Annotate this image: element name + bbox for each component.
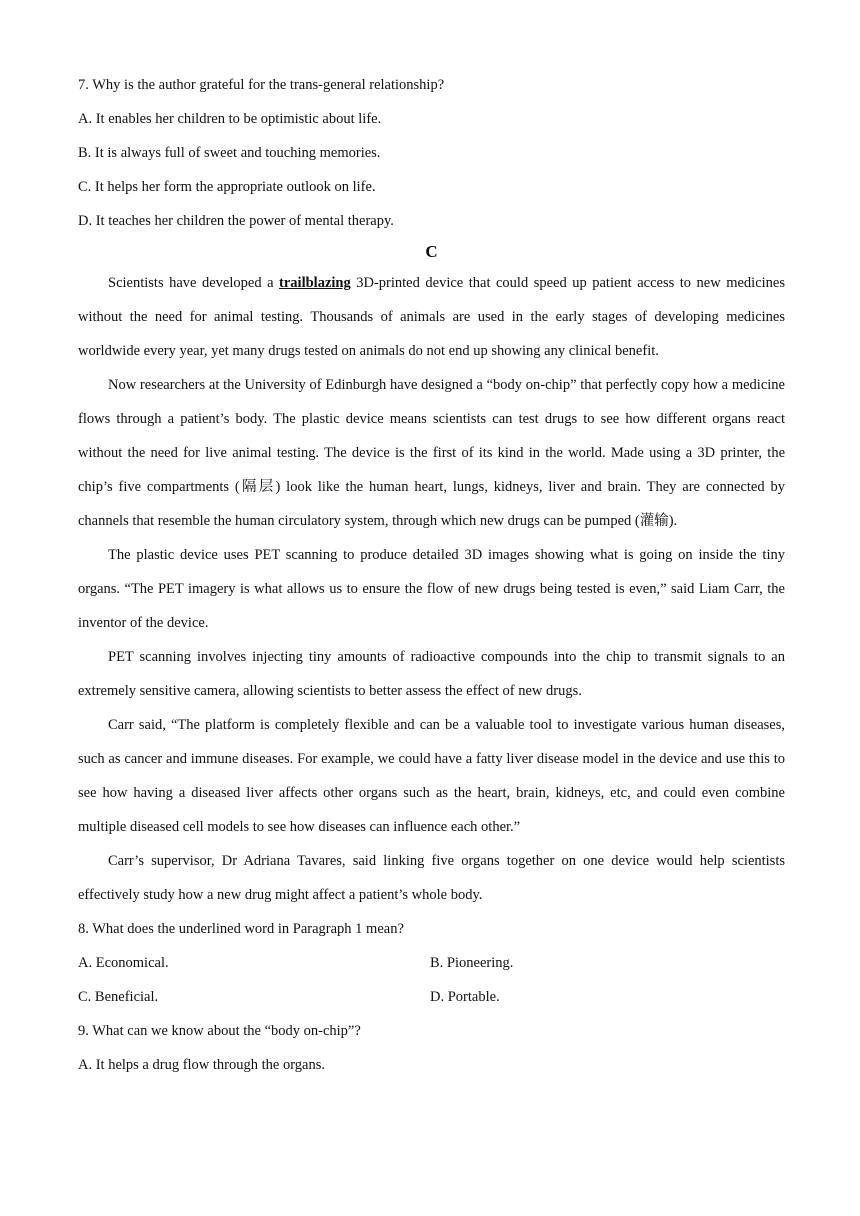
q7-option-b: B. It is always full of sweet and touching memories. (78, 145, 381, 161)
paragraph-2: Now researchers at the University of Edinburgh have designed a “body on-chip” that perfectly copy how a medicine flows through a patient’s body. The plastic device means scientists can test drugs to see how different organs react without the need for live animal testing. The device is the first of its kind in the world. Made using a 3D printer, the chip’s five compartments (隔层) look like the human heart, lungs, kidneys, liver and brain. They are connected by channels that resemble the human circulatory system, through which new drugs can be pumped (灌输). (78, 377, 785, 529)
paragraph-1-start: Scientists have developed a (108, 275, 280, 291)
q8-options-row-2 (78, 980, 785, 1014)
q7-option-c: C. It helps her form the appropriate outlook on life. (78, 179, 376, 195)
q7-option-a: A. It enables her children to be optimistic about life. (78, 111, 382, 127)
section-heading: C (425, 242, 438, 261)
q8-options-row-1 (78, 946, 785, 980)
paragraph-6: Carr’s supervisor, Dr Adriana Tavares, said linking five organs together on one device would help scientists effectively study how a new drug might affect a patient’s whole body. (78, 853, 785, 903)
q7-option-d: D. It teaches her children the power of mental therapy. (78, 213, 394, 229)
paragraph-1-rest: 3D-printed device that could speed up patient access to new medicines without the need for animal testing. Thousands of animals are used in the early stages of developing medicines worldwide every year, yet many drugs tested on animals do not end up showing any clinical benefit. (78, 275, 785, 359)
question-9: 9. What can we know about the “body on-chip”? (78, 1023, 361, 1039)
underlined-word: trailblazing (279, 275, 351, 291)
q8-option-b: B. Pioneering. (430, 955, 514, 971)
paragraph-4: PET scanning involves injecting tiny amounts of radioactive compounds into the chip to transmit signals to an extremely sensitive camera, allowing scientists to better assess the effect of new drugs. (78, 649, 785, 699)
q8-option-a: A. Economical. (78, 955, 169, 971)
question-8: 8. What does the underlined word in Paragraph 1 mean? (78, 921, 404, 937)
paragraph-1 (78, 266, 785, 368)
document-page (78, 68, 785, 1082)
paragraph-5: Carr said, “The platform is completely flexible and can be a valuable tool to investigate various human diseases, such as cancer and immune diseases. For example, we could have a fatty liver disease model in the device and use this to see how having a diseased liver affects other organs such as the heart, brain, kidneys, etc, and could even combine multiple diseased cell models to see how diseases can influence each other.” (78, 717, 785, 835)
paragraph-3: The plastic device uses PET scanning to produce detailed 3D images showing what is going on inside the tiny organs. “The PET imagery is what allows us to ensure the flow of new drugs being tested is even,” said Liam Carr, the inventor of the device. (78, 547, 785, 631)
q8-option-c: C. Beneficial. (78, 989, 159, 1005)
question-7: 7. Why is the author grateful for the trans-general relationship? (78, 77, 445, 93)
q9-option-a: A. It helps a drug flow through the organs. (78, 1057, 325, 1073)
q8-option-d: D. Portable. (430, 989, 500, 1005)
